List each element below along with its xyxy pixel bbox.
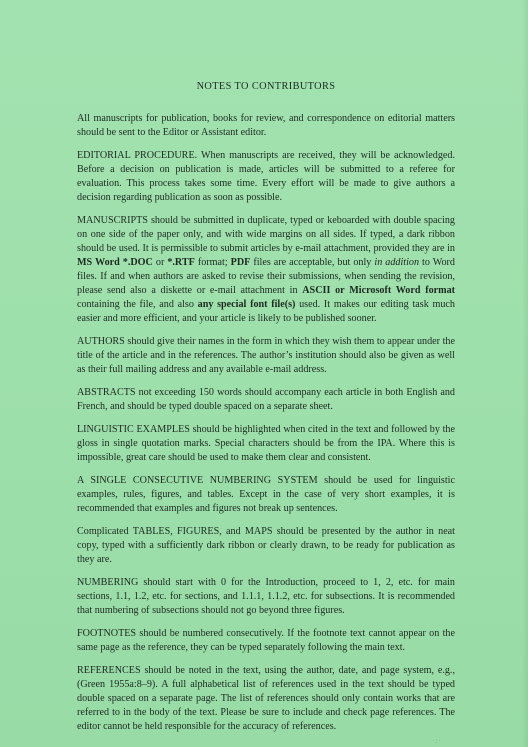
- paragraph-numbering: NUMBERING should start with 0 for the Introduction, proceed to 1, 2, etc. for main sections, 1.1, 1.2, etc. for sections, and 1.1.1, 1.1.2, etc. for subsections. It is recommended that numbering of subsections should not go beyond three figures.: [77, 577, 455, 616]
- paragraph-linguistic-examples: LINGUISTIC EXAMPLES should be highlighted when cited in the text and followed by the gloss in single quotation marks. Special characters should be from the IPA. Where this is impossible, great care should be used to make them clear and consistent.: [77, 424, 455, 463]
- paragraph-tables-figures: Complicated TABLES, FIGURES, and MAPS should be presented by the author in neat copy, typed with a sufficiently dark ribbon or clearly drawn, to be ready for publication as they are.: [77, 526, 455, 565]
- paragraph-numbering-system: A SINGLE CONSECUTIVE NUMBERING SYSTEM should be used for linguistic examples, rules, figures, and tables. Except in the case of very short examples, it is recommended that examples and figures not break up sentences.: [77, 475, 455, 514]
- paragraph-references: REFERENCES should be noted in the text, using the author, date, and page system, e.g., (Green 1955a:8–9). A full alphabetical list of references used in the text should be typed double spaced on a separate page. The list of references should only contain works that are referred to in the body of the text. Please be sure to include and check page references. The editor cannot be held responsible for the accuracy of references.: [77, 665, 455, 732]
- paragraph-abstracts: ABSTRACTS not exceeding 150 words should accompany each article in both English and French, and should be typed double spaced on a separate sheet.: [77, 387, 455, 412]
- paragraph-footnotes: FOOTNOTES should be numbered consecutively. If the footnote text cannot appear on the same page as the reference, they can be typed separately following the main text.: [77, 628, 455, 653]
- page-title: NOTES TO CONTRIBUTORS: [196, 81, 336, 92]
- paragraph-authors: AUTHORS should give their names in the form in which they wish them to appear under the title of the article and in the references. The author’s institution should also be given as well as their full mailing address and any available e-mail address.: [77, 336, 455, 375]
- paragraph-editorial-procedure: EDITORIAL PROCEDURE. When manuscripts are received, they will be acknowledged. Before a decision on publication is made, articles will be submitted to a referee for evaluation. This process takes some time. Every effort will be made to give authors a decision regarding publication as soon as possible.: [77, 150, 455, 203]
- document-body: [77, 80, 455, 743]
- paragraph-correspondence: All manuscripts for publication, books for review, and correspondence on editorial matters should be sent to the Editor or Assistant editor.: [77, 113, 455, 138]
- scan-mark: ·:·: [432, 737, 442, 745]
- paragraph-manuscripts: MANUSCRIPTS should be submitted in duplicate, typed or keboarded with double spacing on one side of the paper only, and with wide margins on all sides. If typed, a dark ribbon should be used. It is permissible to submit articles by e-mail attachment, provided they are in MS Word *.DOC or *.RTF format; PDF files are acceptable, but only in addition to Word files. If and when authors are asked to revise their submissions, when sending the revision, please send also a diskette or e-mail attachment in ASCII or Microsoft Word format containing the file, and also any special font file(s) used. It makes our editing task much easier and more efficient, and your article is likely to be published sooner.: [77, 215, 455, 324]
